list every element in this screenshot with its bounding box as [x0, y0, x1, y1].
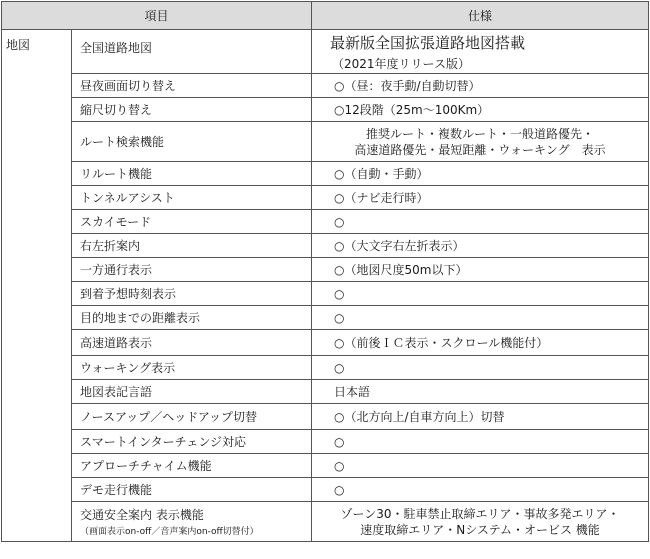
- table-row: [2, 478, 649, 502]
- item-cell: 目的地までの距離表示: [72, 306, 312, 330]
- item-cell: ノースアップ／ヘッドアップ切替: [72, 404, 312, 430]
- spec-cell: ○（北方向上/自車方向上）切替: [312, 404, 649, 430]
- table-row: [2, 74, 649, 98]
- spec-cell: [312, 122, 649, 162]
- table-row: [2, 502, 649, 542]
- item-sublabel: （画面表示on-off／音声案内on-off切替付）: [80, 527, 259, 537]
- header-item: 項目: [2, 2, 312, 30]
- header-row: [2, 2, 649, 30]
- spec-cell: ○（昼：夜手動/自動切替）: [312, 74, 649, 98]
- item-cell: [72, 30, 312, 74]
- item-cell: ルート検索機能: [72, 122, 312, 162]
- table-row: [2, 356, 649, 380]
- item-cell: トンネルアシスト: [72, 186, 312, 210]
- table-row: [2, 98, 649, 122]
- spec-cell: ○（地図尺度50m以下）: [312, 258, 649, 282]
- spec-cell: ○: [312, 430, 649, 454]
- item-label: 交通安全案内 表示機能: [80, 508, 204, 522]
- item-cell: 到着予想時刻表示: [72, 282, 312, 306]
- table-row: [2, 186, 649, 210]
- table-row: [2, 234, 649, 258]
- spec-line-1: ゾーン30・駐車禁止取締エリア・事故多発エリア・: [340, 506, 620, 521]
- spec-cell: ○（自動・手動）: [312, 162, 649, 186]
- item-cell: 一方通行表示: [72, 258, 312, 282]
- table-row: [2, 380, 649, 404]
- item-label: 全国道路地図: [80, 41, 153, 55]
- table-row: [2, 430, 649, 454]
- item-cell: 右左折案内: [72, 234, 312, 258]
- item-cell: ウォーキング表示: [72, 356, 312, 380]
- spec-line-2: 高速道路優先・最短距離・ウォーキング 表示: [354, 142, 606, 157]
- spec-cell: [312, 502, 649, 542]
- spec-cell: ○: [312, 282, 649, 306]
- table-row: [2, 162, 649, 186]
- header-spec: 仕様: [312, 2, 649, 30]
- table-row: [2, 454, 649, 478]
- spec-line-2: （2021年度リリース版）: [332, 57, 470, 71]
- item-cell: アプローチチャイム機能: [72, 454, 312, 478]
- item-cell: スカイモード: [72, 210, 312, 234]
- item-cell: スマートインターチェンジ対応: [72, 430, 312, 454]
- spec-cell: ○: [312, 454, 649, 478]
- spec-cell: [312, 30, 649, 74]
- spec-cell: ○（ナビ走行時）: [312, 186, 649, 210]
- item-cell: リルート機能: [72, 162, 312, 186]
- table-row: [2, 122, 649, 162]
- spec-cell: ○（前後ＩＣ表示・スクロール機能付）: [312, 330, 649, 356]
- item-cell: [72, 502, 312, 542]
- spec-cell: ○: [312, 210, 649, 234]
- spec-cell: ○: [312, 478, 649, 502]
- spec-line-2: 速度取締エリア・Nシステム・オービス 機能: [360, 522, 600, 537]
- spec-cell: 日本語: [312, 380, 649, 404]
- table-row: [2, 404, 649, 430]
- item-cell: 高速道路表示: [72, 330, 312, 356]
- category-cell: 地図: [2, 30, 72, 542]
- spec-cell: ○（大文字右左折表示）: [312, 234, 649, 258]
- table-row: [2, 282, 649, 306]
- item-cell: 縮尺切り替え: [72, 98, 312, 122]
- item-cell: 地図表記言語: [72, 380, 312, 404]
- item-cell: 昼夜画面切り替え: [72, 74, 312, 98]
- spec-line-1: 推奨ルート・複数ルート・一般道路優先・: [366, 126, 595, 141]
- spec-cell: ○12段階（25m〜100Km）: [312, 98, 649, 122]
- spec-table: [1, 1, 649, 542]
- table-row: [2, 30, 649, 74]
- item-cell: デモ走行機能: [72, 478, 312, 502]
- table-row: [2, 306, 649, 330]
- table-row: [2, 330, 649, 356]
- table-row: [2, 210, 649, 234]
- table-row: [2, 258, 649, 282]
- spec-cell: ○: [312, 306, 649, 330]
- spec-cell: ○: [312, 356, 649, 380]
- spec-line-1: 最新版全国拡張道路地図搭載: [330, 34, 526, 52]
